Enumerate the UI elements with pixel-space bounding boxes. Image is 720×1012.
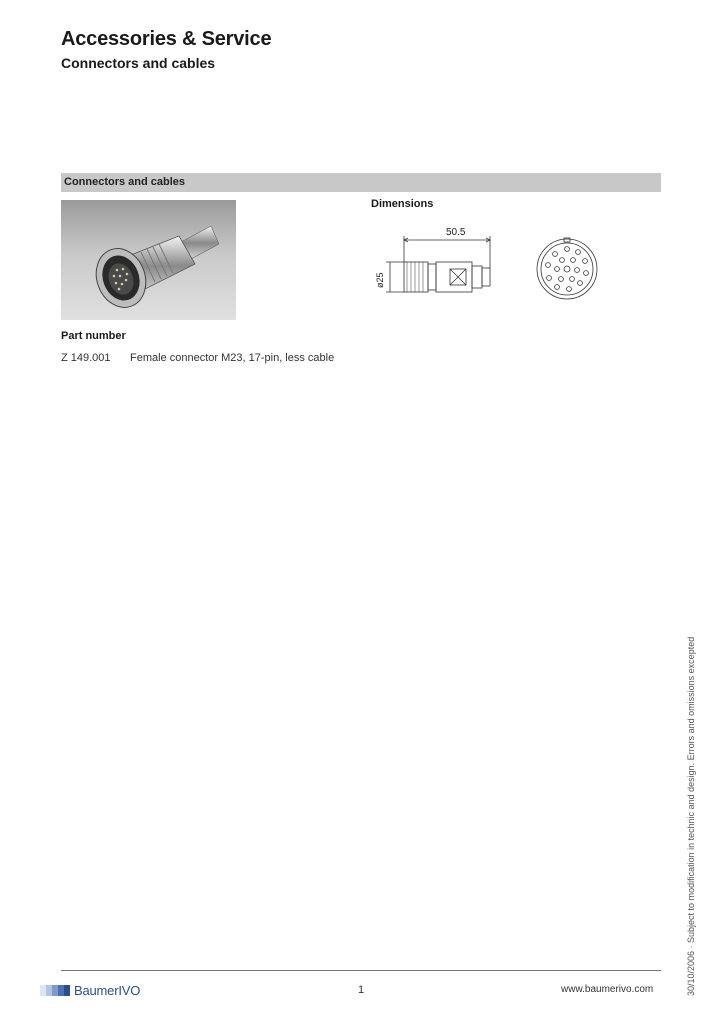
product-photo xyxy=(61,200,236,320)
dimension-drawing xyxy=(370,222,510,302)
part-number-heading: Part number xyxy=(61,330,126,342)
footer-divider xyxy=(61,970,661,971)
part-code: Z 149.001 xyxy=(61,352,111,364)
logo-gradient-icon xyxy=(40,985,70,996)
page-number: 1 xyxy=(358,984,365,996)
diameter-dimension: ø25 xyxy=(375,272,385,288)
part-description: Female connector M23, 17-pin, less cable xyxy=(130,352,335,364)
dimensions-label: Dimensions xyxy=(371,198,434,210)
section-header xyxy=(61,173,661,192)
baumer-ivo-logo xyxy=(40,983,140,997)
disclaimer-note: 30/10/2006 · Subject to modification in technic and design. Errors and omissions excepted xyxy=(686,636,696,996)
logo-text-ivo: IVO xyxy=(118,982,141,998)
length-dimension: 50.5 xyxy=(446,227,466,238)
connector-face-view xyxy=(535,237,599,301)
connector-illustration xyxy=(61,200,236,320)
logo-text-baumer: Baumer xyxy=(74,982,119,998)
section-header-label: Connectors and cables xyxy=(64,176,186,188)
website-link[interactable]: www.baumerivo.com xyxy=(561,984,654,995)
page-title: Accessories & Service xyxy=(61,28,272,50)
page-subtitle: Connectors and cables xyxy=(61,55,216,71)
